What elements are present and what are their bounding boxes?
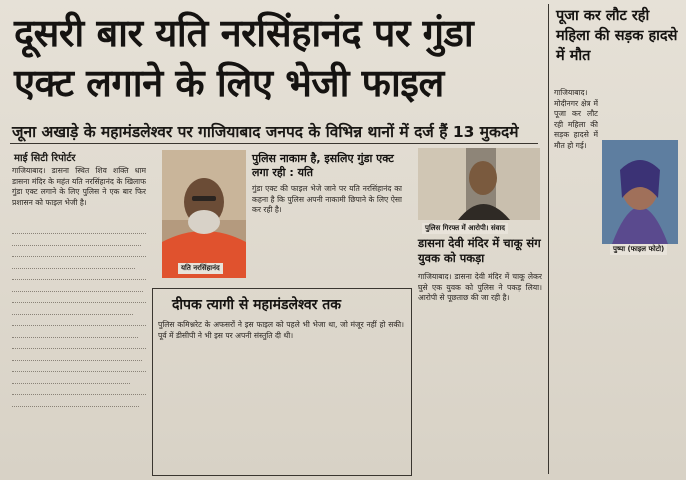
column-divider: [548, 4, 549, 474]
lead-paragraph: गाजियाबाद। डासना स्थित शिव शक्ति धाम डासना मंदिर के महंत यति नरसिंहानंद के खिलाफ गुंडा एक्ट लगाने के लिए पुलिस ने एक बार फिर प्रशासन को फाइल भेजी है।: [12, 166, 146, 207]
text-placeholder: [12, 223, 146, 407]
main-headline: दूसरी बार यति नरसिंहानंद पर गुंडा एक्ट लगाने के लिए भेजी फाइल: [14, 11, 474, 105]
yati-narsinghanand-photo: [162, 150, 246, 278]
side-story-title: पूजा कर लौट रही महिला की सड़क हादसे में मौत: [556, 8, 678, 64]
byline: माई सिटी रिपोर्टर: [14, 153, 76, 164]
pushpa-photo: [602, 140, 678, 244]
second-story-text: गाजियाबाद। डासना देवी मंदिर में चाकू लेकर घुसे एक युवक को पुलिस ने पकड़ लिया। आरोपी से पूछताछ की जा रही है।: [418, 272, 542, 302]
accused-photo-caption: पुलिस गिरफ्त में आरोपी। संवाद: [422, 223, 508, 234]
box-story-title: दीपक त्यागी से महामंडलेश्वर तक: [172, 297, 342, 313]
second-story-title: डासना देवी मंदिर में चाकू संग युवक को पकड़ा: [418, 236, 541, 265]
photo-caption: यति नरसिंहानंद: [178, 263, 223, 274]
sidebar-police-text: गुंडा एक्ट की फाइल भेजे जाने पर यति नरसिंहानंद का कहना है कि पुलिस अपनी नाकामी छिपाने के लिए ऐसा कर रही है।: [252, 184, 402, 214]
side-story-text: गाजियाबाद। मोदीनगर क्षेत्र में पूजा कर लौट रही महिला की सड़क हादसे में मौत हो गई।: [554, 88, 598, 150]
pushpa-photo-caption: पुष्पा (फाइल फोटो): [610, 244, 667, 255]
divider: [10, 143, 538, 144]
sidebar-police-title: पुलिस नाकाम है, इसलिए गुंडा एक्ट लगा रही : यति: [252, 152, 394, 179]
main-story-column-1: [12, 166, 146, 471]
box-story-text: पुलिस कमिश्नरेट के अफसरों ने इस फाइल को पहले भी भेजा था, जो मंजूर नहीं हो सकी। पूर्व में डीसीपी ने भी इस पर अपनी संस्तुति दी थी।: [158, 320, 404, 340]
main-subhead: जूना अखाड़े के महामंडलेश्वर पर गाजियाबाद जनपद के विभिन्न थानों में दर्ज हैं 13 मुकदमे: [12, 123, 519, 141]
accused-photo: [418, 148, 540, 220]
